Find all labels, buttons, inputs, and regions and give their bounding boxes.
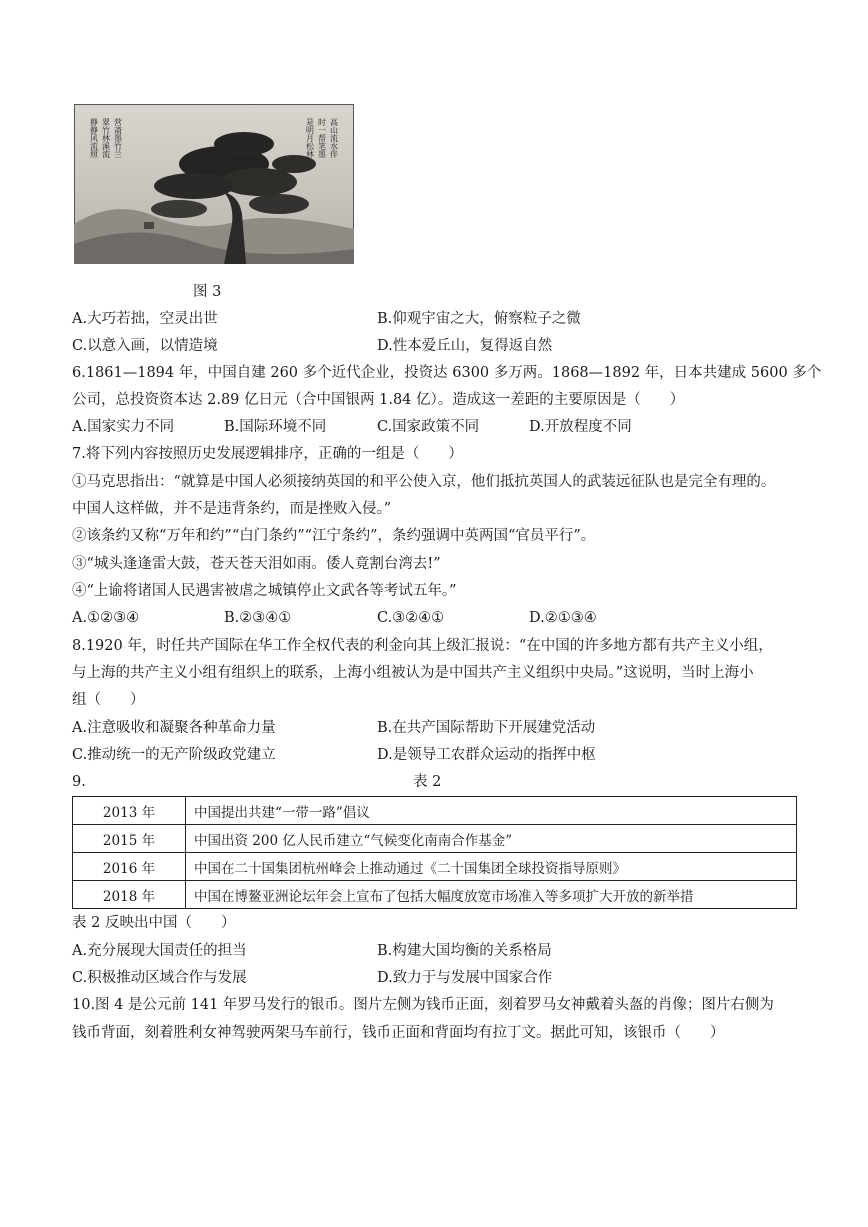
q5-option-d: D.性本爱丘山，复得返自然 — [377, 338, 553, 354]
q7-item-3: ③“城头逢逢雷大鼓，苍天苍天泪如雨。倭人竟割台湾去!” — [72, 556, 441, 572]
q6-option-b: B.国际环境不同 — [224, 419, 327, 435]
q7-option-b: B.②③④① — [224, 610, 292, 626]
q9-option-b: B.构建大国均衡的关系格局 — [377, 943, 552, 959]
figure-3-caption: 图 3 — [193, 284, 222, 300]
q6-option-c: C.国家政策不同 — [377, 419, 480, 435]
table-cell-event: 中国在博鳌亚洲论坛年会上宣布了包括大幅度放宽市场准入等多项扩大开放的新举措 — [186, 881, 797, 909]
q7-stem: 7.将下列内容按照历史发展逻辑排序，正确的一组是（ ） — [72, 446, 463, 462]
q9-option-a: A.充分展现大国责任的担当 — [72, 943, 247, 959]
q7-option-c: C.③②④① — [377, 610, 445, 626]
table-row — [73, 797, 797, 825]
q8-stem-line-2: 与上海的共产主义小组有组织上的联系，上海小组被认为是中国共产主义组织中央局。”这说明，当时上海小 — [72, 665, 754, 681]
table-row — [73, 853, 797, 881]
q5-option-b: B.仰观宇宙之大，俯察粒子之微 — [377, 311, 581, 327]
q8-option-d: D.是领导工农群众运动的指挥中枢 — [377, 747, 596, 763]
calligraphy-col-6: 高山流水伴 — [329, 118, 339, 158]
calligraphy-col-2: 翠竹林溪流 — [101, 118, 111, 158]
q8-stem-line-3: 组（ ） — [72, 692, 145, 708]
q9-option-d: D.致力于与发展中国家合作 — [377, 970, 553, 986]
q6-option-d: D.开放程度不同 — [529, 419, 632, 435]
q7-item-1-line-1: ①马克思指出：“就算是中国人必须接纳英国的和平公使入京，他们抵抗英国人的武装远征队也是完全有理的。 — [72, 474, 776, 490]
q8-option-a: A.注意吸收和凝聚各种革命力量 — [72, 720, 276, 736]
q9-option-c: C.积极推动区域合作与发展 — [72, 970, 247, 986]
q5-option-c: C.以意入画，以情造境 — [72, 338, 218, 354]
table-cell-year: 2018 年 — [73, 881, 186, 909]
q8-stem-line-1: 8.1920 年，时任共产国际在华工作全权代表的利金向其上级汇报说：“在中国的许多地方都有共产主义小组， — [72, 638, 773, 654]
q9-stem: 表 2 反映出中国（ ） — [72, 915, 236, 931]
table-cell-event: 中国出资 200 亿人民币建立“气候变化南南合作基金” — [186, 825, 797, 853]
q6-stem-line-2: 公司，总投资资本达 2.89 亿日元（合中国银两 1.84 亿）。造成这一差距的主要原因是（ ） — [72, 392, 685, 408]
table-cell-year: 2016 年 — [73, 853, 186, 881]
table-row — [73, 825, 797, 853]
table-cell-event: 中国在二十国集团杭州峰会上推动通过《二十国集团全球投资指导原则》 — [186, 853, 797, 881]
figure-3-painting — [74, 104, 354, 264]
q8-option-c: C.推动统一的无产阶级政党建立 — [72, 747, 276, 763]
q7-item-1-line-2: 中国人这样做，并不是违背条约，而是挫败入侵。” — [72, 501, 392, 517]
pine-landscape-image — [74, 104, 354, 264]
q7-option-d: D.②①③④ — [529, 610, 597, 626]
table-cell-year: 2015 年 — [73, 825, 186, 853]
table-2-title: 表 2 — [413, 774, 442, 790]
q7-item-4: ④“上谕将诸国人民遇害被虐之城镇停止文武各等考试五年。” — [72, 583, 457, 599]
calligraphy-col-5: 时一帮笔墨 — [317, 118, 327, 158]
q6-option-a: A.国家实力不同 — [72, 419, 175, 435]
q7-item-2: ②该条约又称“万年和约”“白门条约”“江宁条约”，条约强调中英两国“官员平行”。 — [72, 528, 596, 544]
q5-option-a: A.大巧若拙，空灵出世 — [72, 311, 218, 327]
calligraphy-col-3: 营斋墨竹兰 — [113, 118, 123, 158]
q10-stem-line-2: 钱币背面，刻着胜利女神驾驶两架马车前行，钱币正面和背面均有拉丁文。据此可知，该银币（ ） — [72, 1025, 725, 1041]
q6-stem-line-1: 6.1861—1894 年，中国自建 260 多个近代企业，投资达 6300 多万两。1868—1892 年，日本共建成 5600 多个 — [72, 365, 822, 381]
table-cell-event: 中国提出共建“一带一路”倡议 — [186, 797, 797, 825]
table-cell-year: 2013 年 — [73, 797, 186, 825]
q7-option-a: A.①②③④ — [72, 610, 140, 626]
q8-option-b: B.在共产国际帮助下开展建党活动 — [377, 720, 596, 736]
calligraphy-col-1: 静静风流照 — [89, 118, 99, 158]
q10-stem-line-1: 10.图 4 是公元前 141 年罗马发行的银币。图片左侧为钱币正面，刻着罗马女神戴着头盔的肖像；图片右侧为 — [72, 997, 774, 1013]
table-row — [73, 881, 797, 909]
calligraphy-col-4: 是明月松林 — [305, 118, 315, 158]
table-2 — [72, 796, 797, 909]
q9-number: 9. — [72, 774, 86, 790]
